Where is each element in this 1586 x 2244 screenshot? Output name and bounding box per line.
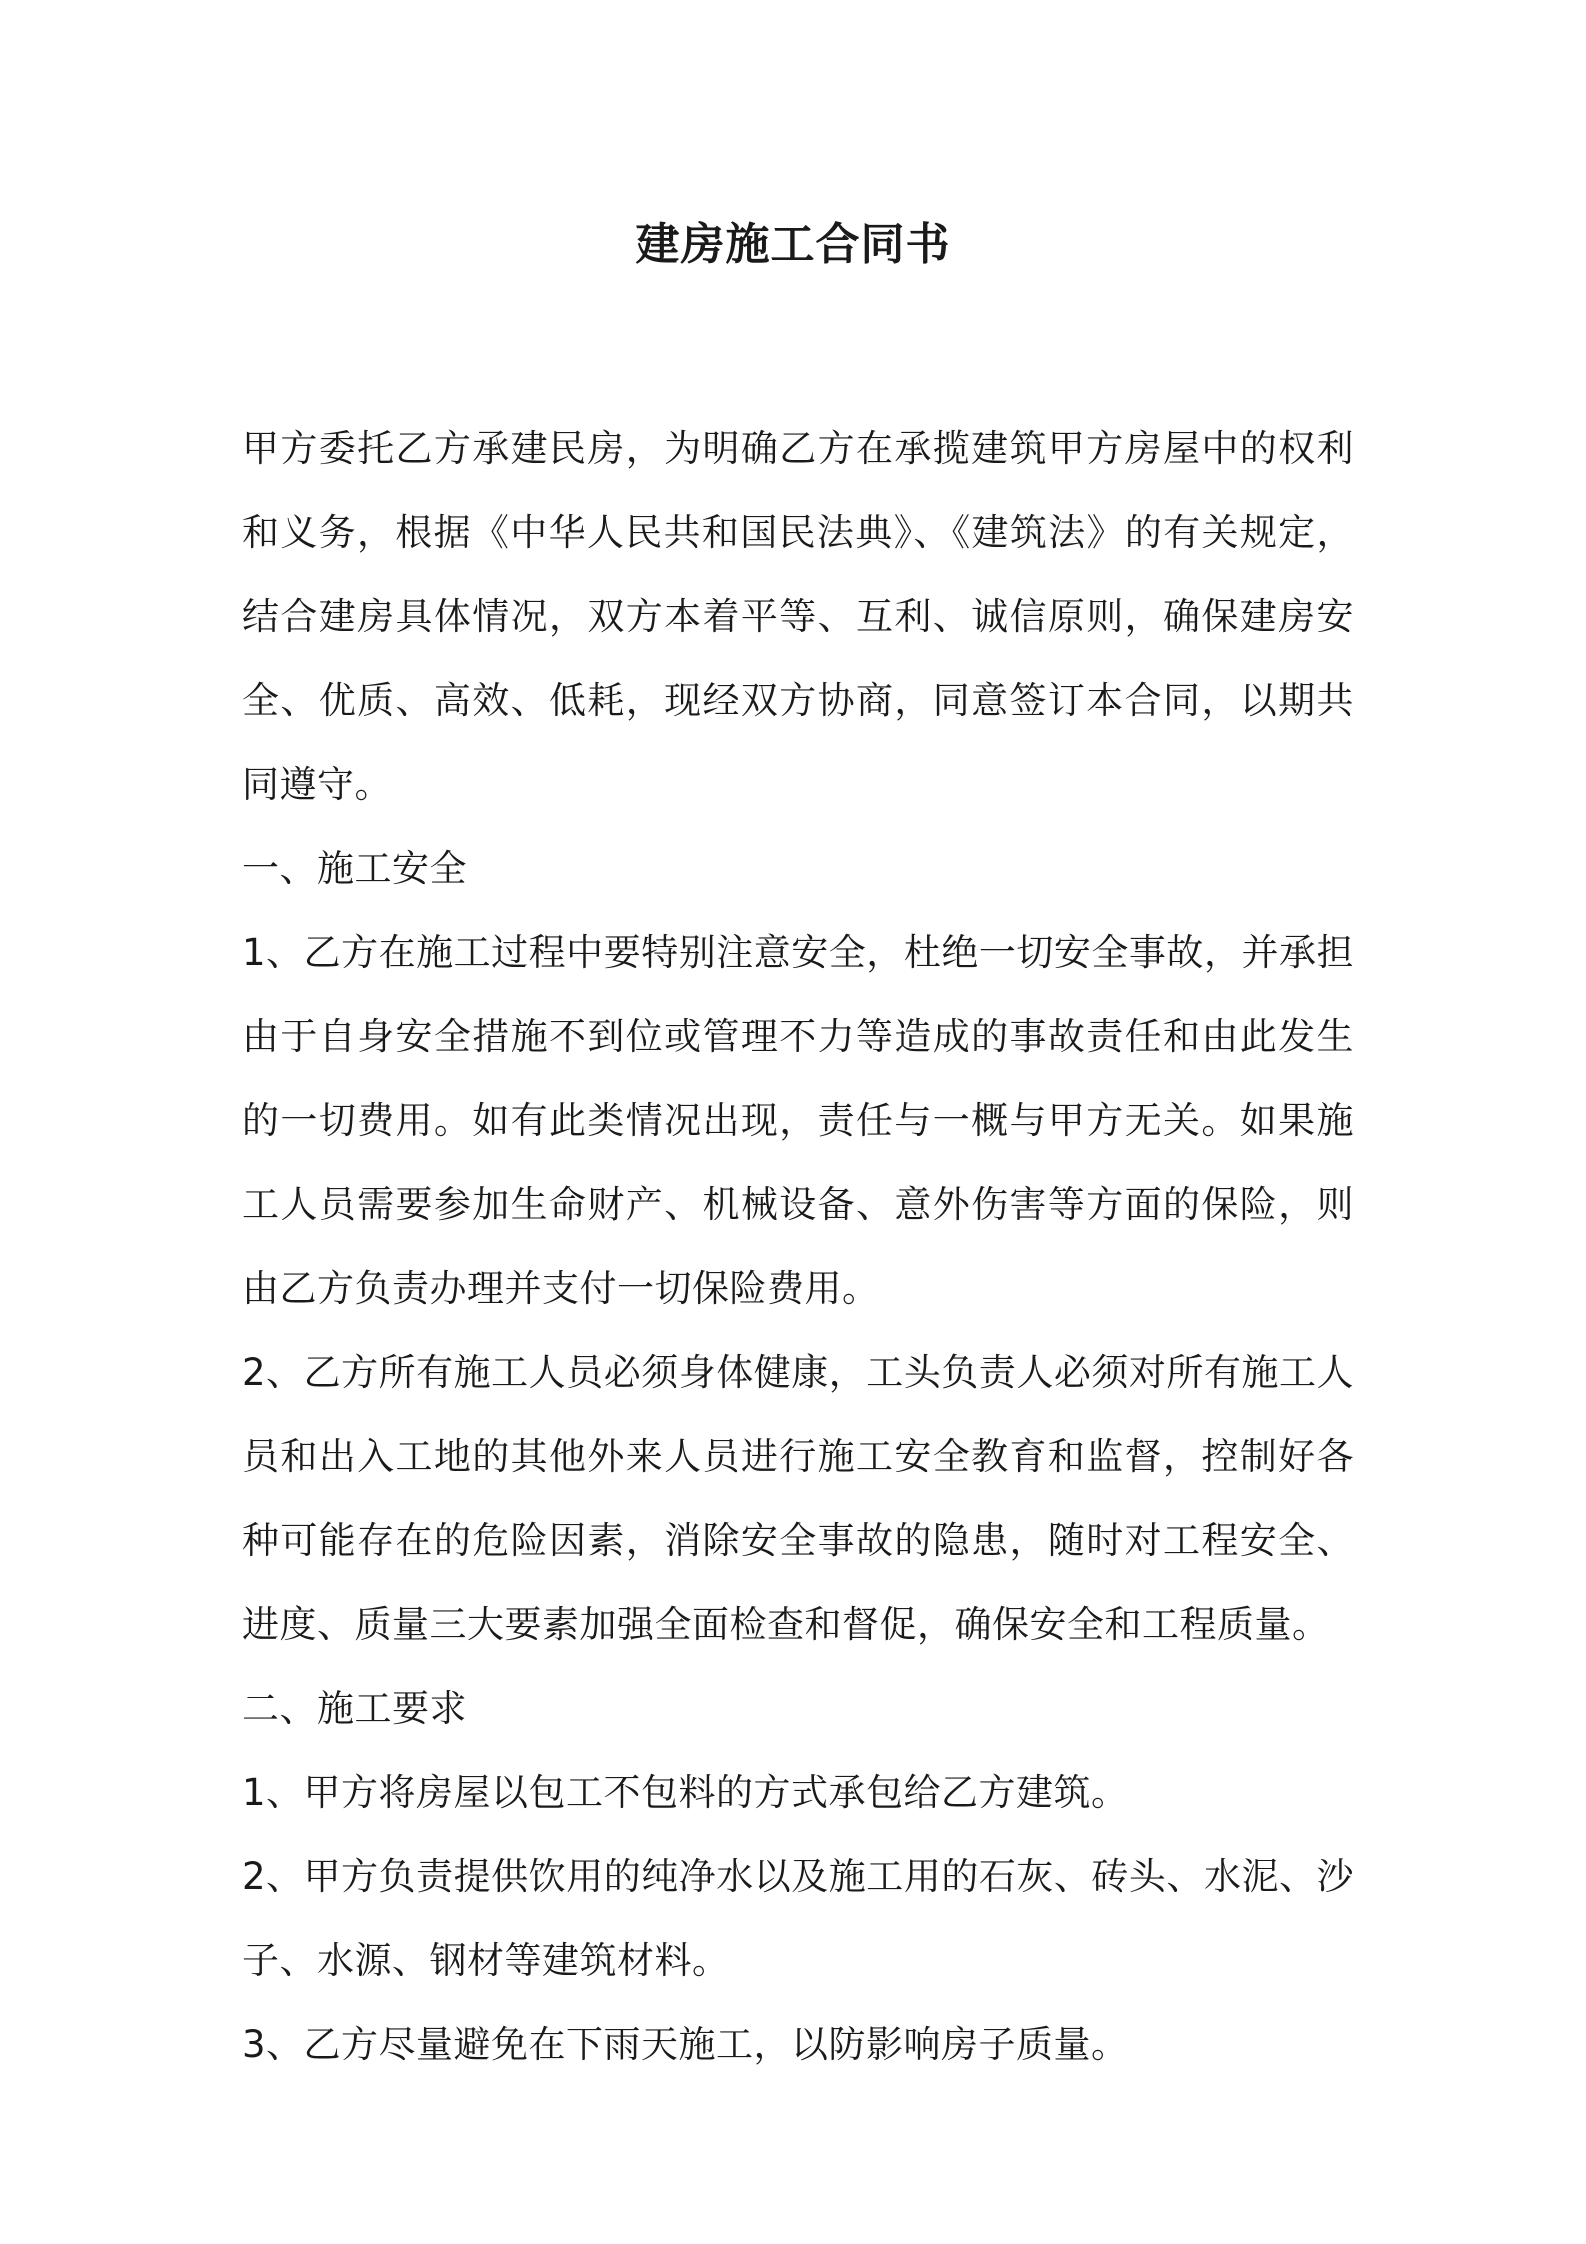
clause-safety-2: 2、乙方所有施工人员必须身体健康，工头负责人必须对所有施工人员和出入工地的其他外来人员进行施工安全教育和监督，控制好各种可能存在的危险因素，消除安全事故的隐患，随时对工程安全、进度、质量三大要素加强全面检查和督促，确保安全和工程质量。: [242, 1351, 1354, 1646]
section-heading-requirements: 二、施工要求: [242, 1687, 467, 1730]
clause-requirements-3: 3、乙方尽量避免在下雨天施工，以防影响房子质量。: [242, 2023, 1129, 2066]
clause-safety-1: 1、乙方在施工过程中要特别注意安全，杜绝一切安全事故，并承担由于自身安全措施不到位或管理不力等造成的事故责任和由此发生的一切费用。如有此类情况出现，责任与一概与甲方无关。如果施工人员需要参加生命财产、机械设备、意外伤害等方面的保险，则由乙方负责办理并支付一切保险费用。: [242, 931, 1354, 1310]
intro-paragraph: 甲方委托乙方承建民房，为明确乙方在承揽建筑甲方房屋中的权利和义务，根据《中华人民共和国民法典》、《建筑法》的有关规定，结合建房具体情况，双方本着平等、互利、诚信原则，确保建房安全、优质、高效、低耗，现经双方协商，同意签订本合同，以期共同遵守。: [242, 427, 1354, 806]
document-title: 建房施工合同书: [635, 219, 951, 270]
section-heading-safety: 一、施工安全: [242, 847, 467, 890]
document-body: [242, 407, 1354, 2087]
clause-requirements-1: 1、甲方将房屋以包工不包料的方式承包给乙方建筑。: [242, 1771, 1129, 1814]
clause-requirements-2: 2、甲方负责提供饮用的纯净水以及施工用的石灰、砖头、水泥、沙子、水源、钢材等建筑材料。: [242, 1855, 1354, 1982]
